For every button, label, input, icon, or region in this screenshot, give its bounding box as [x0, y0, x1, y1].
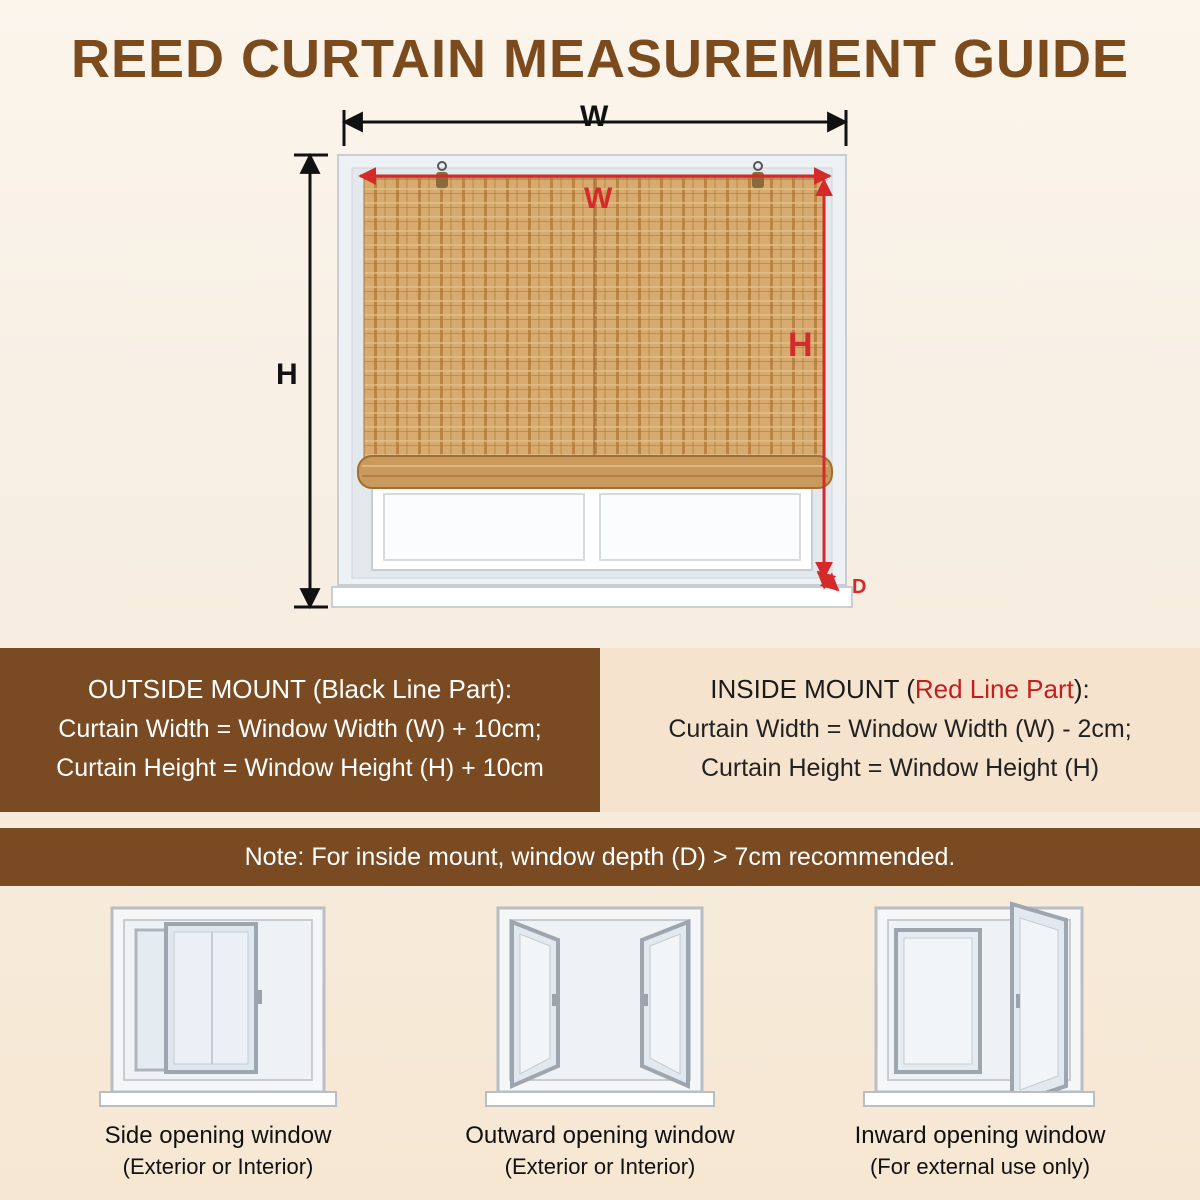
inside-mount-height-rule: Curtain Height = Window Height (H)	[700, 754, 1100, 782]
window-types	[0, 890, 1200, 1120]
inside-mount-heading: INSIDE MOUNT (Red Line Part):	[710, 674, 1090, 704]
inward-opening-window-icon	[864, 904, 1094, 1106]
outward-opening-caption: Outward opening window (Exterior or Interior)	[465, 1122, 735, 1179]
page-title: REED CURTAIN MEASUREMENT GUIDE	[70, 29, 1130, 89]
inside-mount-width-rule: Curtain Width = Window Width (W) - 2cm;	[668, 715, 1132, 743]
curtain-roll	[358, 456, 832, 488]
side-opening-window-icon	[100, 908, 336, 1106]
depth-label: D	[852, 576, 867, 598]
red-line-part-text: Red Line Part	[914, 674, 1074, 704]
outside-width-label: W	[580, 100, 609, 133]
inward-opening-caption: Inward opening window (For external use only)	[854, 1122, 1106, 1179]
window-sill	[332, 587, 852, 607]
inside-mount-panel	[600, 648, 1200, 812]
side-opening-caption: Side opening window (Exterior or Interior)	[104, 1122, 332, 1179]
depth-note: Note: For inside mount, window depth (D) > 7cm recommended.	[0, 828, 1200, 886]
inside-width-label: W	[584, 182, 613, 215]
outside-mount-heading: OUTSIDE MOUNT (Black Line Part):	[87, 674, 513, 704]
outside-height-label: H	[276, 358, 298, 391]
outside-mount-width-rule: Curtain Width = Window Width (W) + 10cm;	[58, 715, 542, 743]
outside-mount-height-rule: Curtain Height = Window Height (H) + 10cm	[56, 754, 544, 782]
outside-mount-panel	[0, 648, 600, 812]
outward-opening-window-icon	[486, 908, 714, 1106]
inside-height-label: H	[788, 326, 813, 364]
